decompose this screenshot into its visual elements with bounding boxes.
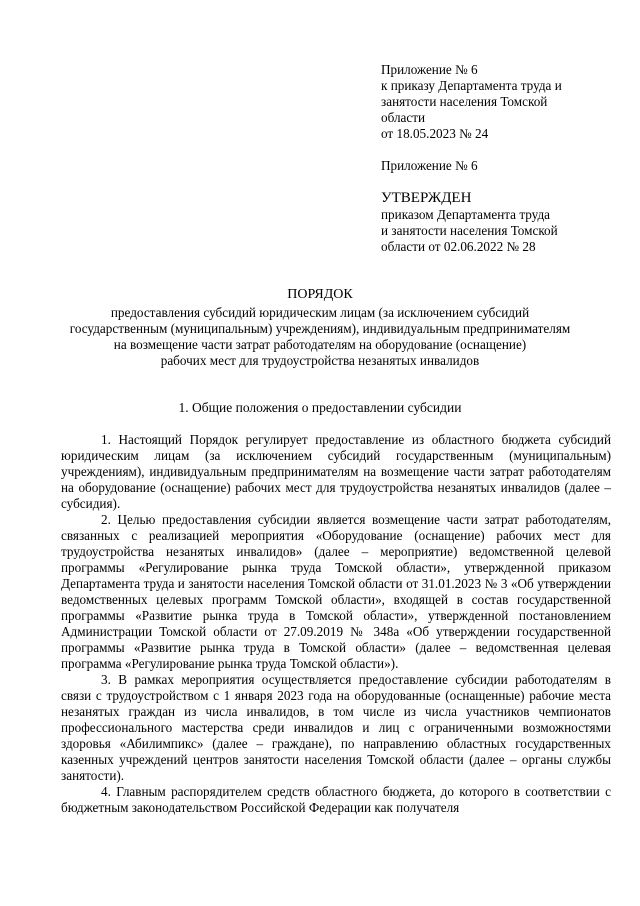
- paragraph-3: 3. В рамках мероприятия осуществляется предоставление субсидии работодателям в связи с трудоустройством с 1 января 2023 года на оборудованные (оснащенные) рабочие места незанятых граждан из числа инвалидов, в том числе из числа участников чемпионатов профессионального мастерства среди инвалидов и лиц с ограниченными возможностями здоровья «Абилимпикс» (далее – граждане), по направлению областных государственных казенных учреждений центров занятости населения Томской области (далее – органы службы занятости).: [61, 672, 611, 783]
- document-subtitle-line: рабочих мест для трудоустройства незанятых инвалидов: [160, 353, 480, 368]
- document-subtitle-line: государственным (муниципальным) учреждениям), индивидуальным предпринимателям: [69, 321, 571, 336]
- appendix-header: [381, 62, 621, 142]
- appendix-date-number: от 18.05.2023 № 24: [381, 126, 489, 141]
- document-subtitle-line: на возмещение части затрат работодателям на оборудование (оснащение): [113, 337, 527, 352]
- document-title-block: [40, 286, 600, 369]
- document-subtitle-line: предоставления субсидий юридическим лицам (за исключением субсидий: [110, 305, 530, 320]
- paragraph-1: 1. Настоящий Порядок регулирует предоставление из областного бюджета субсидий юридическим лицам (за исключением субсидий государственным (муниципальным) учреждениям), индивидуальным предпринимателям на возмещение части затрат работодателям на оборудование (оснащение) рабочих мест для трудоустройства незанятых инвалидов (далее – субсидия).: [61, 432, 611, 511]
- approved-date-number: области от 02.06.2022 № 28: [381, 239, 536, 254]
- appendix-line: области: [381, 110, 426, 125]
- approved-line: приказом Департамента труда: [381, 207, 551, 222]
- paragraph-4: 4. Главным распорядителем средств областного бюджета, до которого в соответствии с бюджетным законодательством Российской Федерации как получателя: [61, 784, 611, 815]
- document-body: [61, 432, 611, 816]
- document-title: ПОРЯДОК: [287, 287, 353, 302]
- paragraph-2: 2. Целью предоставления субсидии является возмещение части затрат работодателям, связанных с реализацией мероприятия «Оборудование (оснащение) рабочих мест для трудоустройства незанятых инвалидов» (далее – мероприятие) ведомственной целевой программы «Регулирование рынка труда Томской области», утвержденной приказом Департамента труда и занятости населения Томской области от 31.01.2023 № 3 «Об утверждении ведомственных целевых программ Томской области», входящей в состав государственной программы «Развитие рынка труда в Томской области», утвержденной постановлением Администрации Томской области от 27.09.2019 № 348а «Об утверждении государственной программы «Развитие рынка труда в Томской области» (далее – ведомственная целевая программа «Регулирование рынка труда Томской области»).: [61, 512, 611, 671]
- approved-title: УТВЕРЖДЕН: [381, 190, 472, 206]
- appendix-header-secondary: [381, 158, 621, 174]
- appendix-title: Приложение № 6: [381, 158, 478, 173]
- section-heading: 1. Общие положения о предоставлении субсидии: [178, 400, 462, 415]
- appendix-line: занятости населения Томской: [381, 94, 548, 109]
- appendix-line: к приказу Департамента труда и: [381, 78, 562, 93]
- appendix-title: Приложение № 6: [381, 62, 478, 77]
- approved-line: и занятости населения Томской: [381, 223, 558, 238]
- approval-stamp: [381, 190, 621, 255]
